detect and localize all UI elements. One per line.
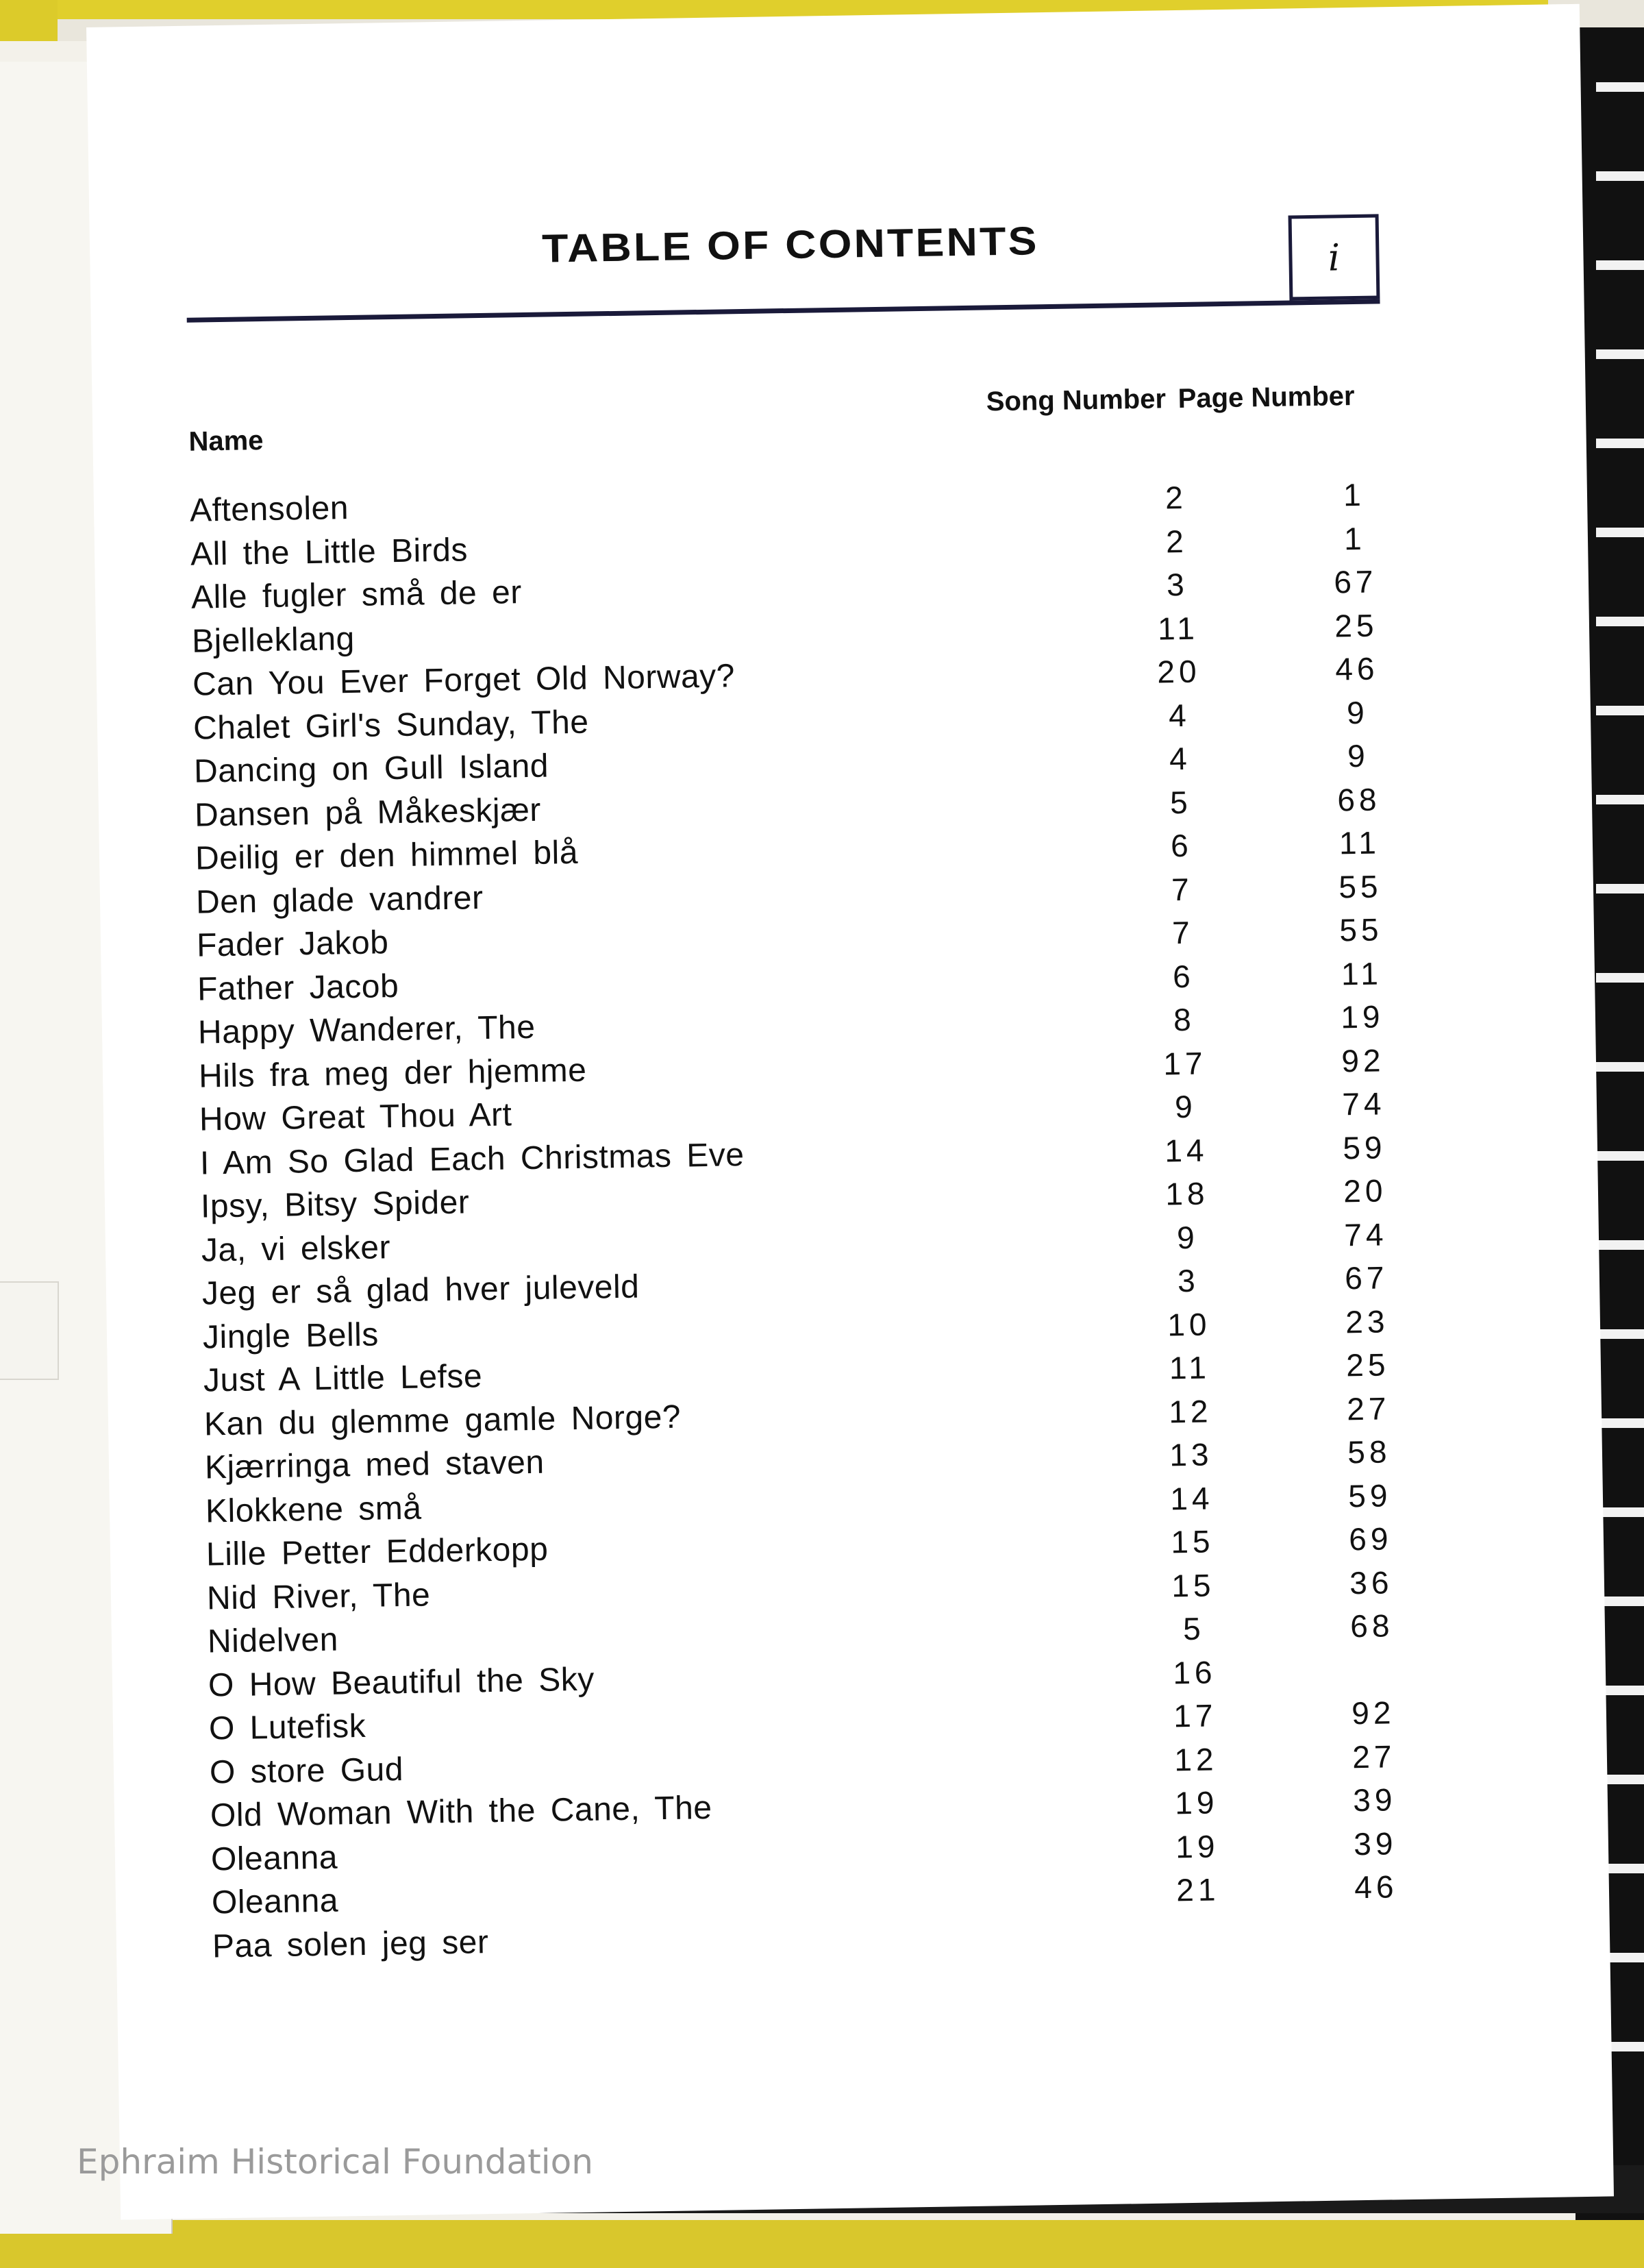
song-name: Can You Ever Forget Old Norway? bbox=[192, 658, 736, 703]
spiral-ring bbox=[1596, 1240, 1644, 1250]
song-name: Jeg er så glad hver juleveld bbox=[201, 1268, 640, 1312]
page-number: 59 bbox=[1342, 1129, 1386, 1166]
spiral-ring bbox=[1596, 528, 1644, 537]
spiral-ring bbox=[1596, 171, 1644, 181]
left-page-tab bbox=[0, 1281, 59, 1380]
page-number: 9 bbox=[1347, 737, 1370, 774]
page-number: 74 bbox=[1343, 1216, 1388, 1253]
song-number: 4 bbox=[1168, 697, 1191, 733]
song-name: Klokkene små bbox=[205, 1490, 422, 1530]
song-name: Bjelleklang bbox=[191, 620, 356, 660]
song-number: 5 bbox=[1169, 784, 1193, 820]
song-number: 10 bbox=[1167, 1305, 1211, 1342]
song-number: 17 bbox=[1162, 1045, 1207, 1081]
song-name: Kjærringa med staven bbox=[204, 1444, 545, 1486]
song-name: Den glade vandrer bbox=[195, 879, 484, 921]
page-number: 9 bbox=[1346, 694, 1369, 730]
page-number: 27 bbox=[1346, 1390, 1391, 1427]
song-number bbox=[1061, 1912, 1335, 1916]
page-number: 46 bbox=[1334, 650, 1379, 687]
song-number: 3 bbox=[1177, 1262, 1200, 1299]
spiral-ring bbox=[1596, 1418, 1644, 1428]
page-number: 11 bbox=[1338, 824, 1381, 861]
page-number: 55 bbox=[1338, 867, 1382, 904]
song-number: 5 bbox=[1182, 1610, 1206, 1647]
page-number: 67 bbox=[1344, 1259, 1388, 1296]
song-number: 3 bbox=[1166, 566, 1189, 603]
song-number: 6 bbox=[1172, 958, 1195, 994]
song-name: Alle fugler små de er bbox=[190, 574, 523, 616]
page-number: 69 bbox=[1348, 1520, 1393, 1557]
page-number: 55 bbox=[1338, 911, 1383, 948]
song-name: Deilig er den himmel blå bbox=[195, 834, 579, 877]
song-name: O Lutefisk bbox=[208, 1708, 366, 1747]
page-number: 46 bbox=[1354, 1869, 1398, 1906]
spiral-ring bbox=[1596, 1329, 1644, 1339]
spiral-ring bbox=[1596, 1151, 1644, 1161]
song-number: 2 bbox=[1164, 479, 1188, 516]
song-name: O store Gud bbox=[209, 1751, 404, 1790]
song-number: 7 bbox=[1171, 871, 1194, 907]
song-name: Old Woman With the Cane, The bbox=[210, 1789, 712, 1834]
song-number: 6 bbox=[1170, 827, 1193, 864]
title-rule bbox=[187, 299, 1380, 322]
song-name: Nidelven bbox=[207, 1621, 339, 1660]
page-number: 1 bbox=[1343, 476, 1366, 513]
page-number: 20 bbox=[1343, 1172, 1387, 1209]
page-number: 59 bbox=[1347, 1477, 1392, 1514]
yellow-cover-bottom bbox=[0, 2220, 1644, 2268]
spiral-ring bbox=[1596, 617, 1644, 626]
song-number: 19 bbox=[1174, 1784, 1219, 1821]
song-name: Nid River, The bbox=[206, 1576, 431, 1617]
song-number: 8 bbox=[1173, 1001, 1196, 1038]
song-number: 18 bbox=[1164, 1175, 1209, 1212]
song-name: Paa solen jeg ser bbox=[212, 1923, 489, 1964]
song-number: 20 bbox=[1156, 653, 1201, 690]
song-name: Jingle Bells bbox=[202, 1316, 379, 1356]
song-name: Lille Petter Edderkopp bbox=[206, 1531, 549, 1573]
song-name: Ipsy, Bitsy Spider bbox=[200, 1184, 470, 1225]
page-number: 68 bbox=[1336, 780, 1381, 817]
song-number: 17 bbox=[1173, 1697, 1217, 1734]
contents-list bbox=[190, 472, 1446, 1971]
song-name: Father Jacob bbox=[197, 967, 399, 1008]
song-number: 14 bbox=[1169, 1479, 1214, 1516]
song-name: Dansen på Måkeskjær bbox=[194, 791, 542, 834]
page-number: 92 bbox=[1341, 1041, 1385, 1078]
song-number: 21 bbox=[1175, 1871, 1220, 1908]
song-name: Kan du glemme gamle Norge? bbox=[203, 1398, 682, 1443]
song-number: 4 bbox=[1169, 740, 1192, 777]
song-name: Fader Jakob bbox=[196, 924, 389, 964]
song-name: Oleanna bbox=[210, 1839, 338, 1877]
page-number: 1 bbox=[1343, 520, 1367, 556]
song-name: All the Little Birds bbox=[190, 531, 469, 573]
song-number: 9 bbox=[1174, 1088, 1197, 1125]
spiral-ring bbox=[1596, 82, 1644, 92]
song-name: Happy Wanderer, The bbox=[197, 1009, 536, 1051]
song-name: Just A Little Lefse bbox=[203, 1358, 483, 1399]
song-name: Aftensolen bbox=[189, 490, 349, 529]
song-name: I Am So Glad Each Christmas Eve bbox=[199, 1136, 745, 1182]
song-number: 15 bbox=[1170, 1523, 1215, 1560]
column-header-name: Name bbox=[188, 426, 264, 457]
page-number: 39 bbox=[1352, 1782, 1397, 1819]
song-number: 7 bbox=[1171, 914, 1195, 951]
song-number: 19 bbox=[1175, 1827, 1219, 1864]
song-number: 13 bbox=[1169, 1436, 1213, 1473]
song-number: 2 bbox=[1165, 523, 1188, 559]
song-name: Dancing on Gull Island bbox=[193, 748, 549, 790]
page-title: TABLE OF CONTENTS bbox=[541, 219, 1040, 271]
song-number: 12 bbox=[1168, 1392, 1212, 1429]
spiral-ring bbox=[1596, 439, 1644, 448]
document-page bbox=[86, 4, 1614, 2220]
column-header-page-number: Page Number bbox=[1178, 380, 1355, 415]
spiral-ring bbox=[1596, 795, 1644, 804]
song-number: 11 bbox=[1169, 1349, 1211, 1386]
spiral-ring bbox=[1596, 706, 1644, 715]
page-number: 25 bbox=[1345, 1346, 1390, 1383]
page-number: 39 bbox=[1353, 1825, 1397, 1862]
page-number: 68 bbox=[1349, 1607, 1394, 1644]
song-name: Ja, vi elsker bbox=[201, 1229, 391, 1269]
song-number: 15 bbox=[1171, 1566, 1215, 1603]
page-number: 11 bbox=[1341, 954, 1383, 991]
page-number: 36 bbox=[1349, 1564, 1393, 1601]
song-name: Chalet Girl's Sunday, The bbox=[192, 704, 589, 747]
page-number: 27 bbox=[1352, 1738, 1396, 1775]
song-name: Oleanna bbox=[211, 1882, 339, 1921]
spiral-ring bbox=[1596, 1507, 1644, 1517]
spiral-ring bbox=[1596, 884, 1644, 893]
page-number: 58 bbox=[1347, 1433, 1391, 1470]
spiral-ring bbox=[1596, 260, 1644, 270]
song-name: Hils fra meg der hjemme bbox=[198, 1052, 587, 1095]
column-header-song-number: Song Number bbox=[986, 384, 1167, 417]
page-number: 25 bbox=[1334, 606, 1378, 643]
page-number-box: i bbox=[1288, 214, 1380, 300]
watermark: Ephraim Historical Foundation bbox=[77, 2142, 593, 2182]
page-number bbox=[1239, 1910, 1513, 1914]
page-number: 19 bbox=[1340, 998, 1384, 1035]
song-number: 14 bbox=[1164, 1131, 1208, 1168]
page-number: 67 bbox=[1333, 563, 1378, 600]
spiral-ring bbox=[1596, 1062, 1644, 1072]
song-name: O How Beautiful the Sky bbox=[208, 1661, 595, 1703]
page-number: 92 bbox=[1351, 1694, 1395, 1731]
song-number: 11 bbox=[1157, 610, 1199, 647]
song-number: 16 bbox=[1172, 1653, 1217, 1690]
spiral-ring bbox=[1596, 349, 1644, 359]
song-number: 9 bbox=[1176, 1219, 1199, 1255]
page-number: 74 bbox=[1341, 1085, 1386, 1122]
spiral-ring bbox=[1596, 973, 1644, 983]
page-number: 23 bbox=[1345, 1303, 1389, 1340]
song-name: How Great Thou Art bbox=[199, 1096, 512, 1138]
song-number: 12 bbox=[1173, 1740, 1218, 1777]
